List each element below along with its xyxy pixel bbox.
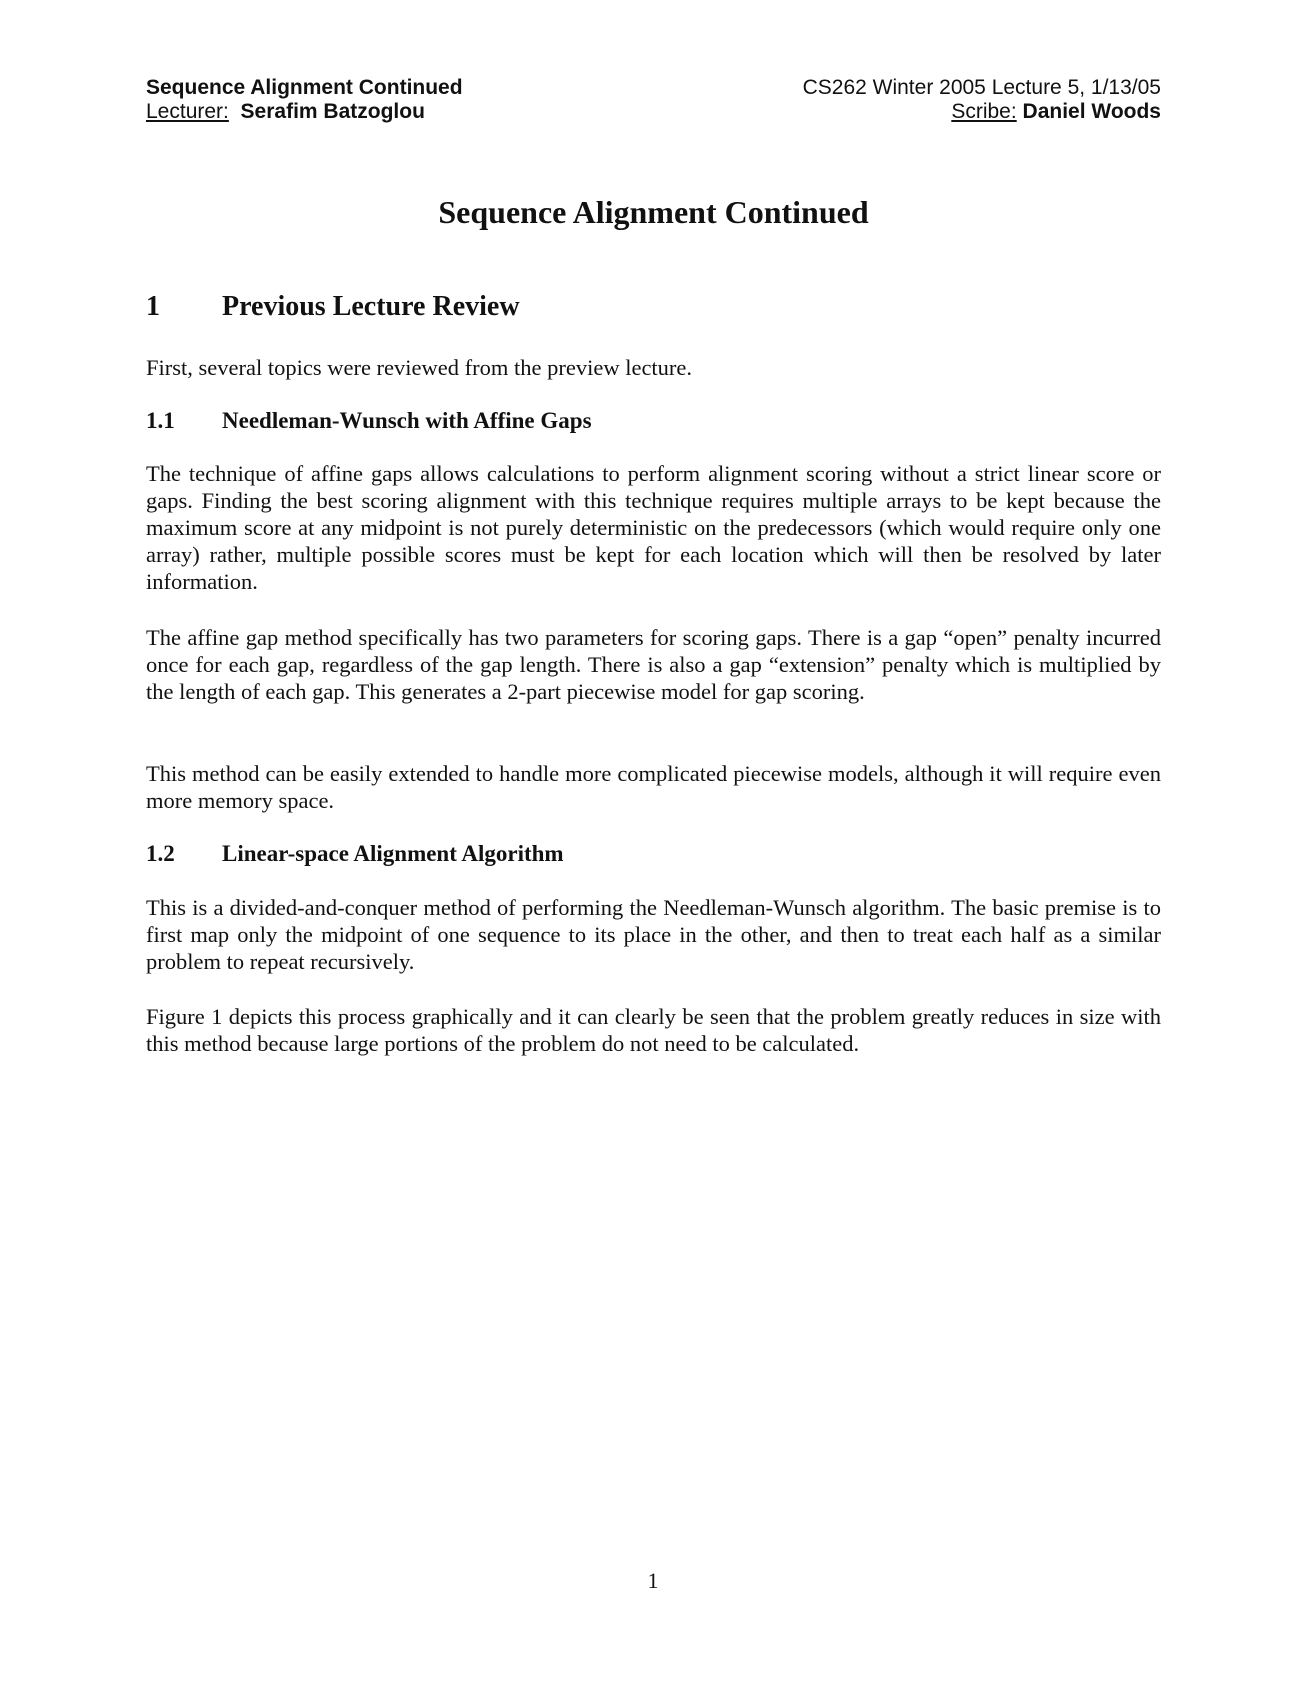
section-1-title: Previous Lecture Review [222,291,520,322]
section-1-1-paragraph: This method can be easily extended to handle more complicated piecewise models, although it will require even more memory space. [146,761,1161,813]
section-1-2-title: Linear-space Alignment Algorithm [222,841,564,866]
page-number: 1 [647,1568,659,1593]
section-1-intro: First, several topics were reviewed from the preview lecture. [146,355,693,380]
scribe-label: Scribe: [951,100,1017,123]
section-1-2-heading [146,839,564,869]
header-right [640,76,1161,124]
section-1-number: 1 [146,291,160,322]
section-1-1-title: Needleman-Wunsch with Affine Gaps [222,408,592,433]
section-1-1-number: 1.1 [146,408,175,433]
lecturer-label: Lecturer: [146,100,229,123]
section-1-1-paragraph: The affine gap method specifically has two parameters for scoring gaps. There is a gap “open” penalty incurred once for each gap, regardless of the gap length. There is also a gap “extension” penalty which is multiplied by the length of each gap. This generates a 2-part piecewise model for gap scoring. [146,625,1161,704]
header-course: CS262 Winter 2005 Lecture 5, 1/13/05 [802,76,1161,99]
document-title: Sequence Alignment Continued [438,194,869,230]
section-1-2-number: 1.2 [146,841,175,866]
header-scribe-line [640,100,1161,124]
section-1-2-paragraph: Figure 1 depicts this process graphically and it can clearly be seen that the problem greatly reduces in size with this method because large portions of the problem do not need to be calculated. [146,1004,1161,1056]
header-lecturer-line [146,100,706,124]
section-1-2-paragraph: This is a divided-and-conquer method of performing the Needleman-Wunsch algorithm. The basic premise is to first map only the midpoint of one sequence to its place in the other, and then to treat each half as a similar problem to repeat recursively. [146,895,1161,974]
section-1-1-heading [146,406,592,436]
section-1-1-paragraph: The technique of affine gaps allows calculations to perform alignment scoring without a strict linear score or gaps. Finding the best scoring alignment with this technique requires multiple arrays to be kept because the maximum score at any midpoint is not purely deterministic on the predecessors (which would require only one array) rather, multiple possible scores must be kept for each location which will then be resolved by later information. [146,461,1161,594]
header-left [146,76,706,124]
section-1-heading [146,290,520,324]
lecturer-name: Serafim Batzoglou [240,100,425,123]
header-left-title [146,76,706,100]
scribe-name: Daniel Woods [1022,100,1161,123]
header-doc-title: Sequence Alignment Continued [146,76,463,99]
